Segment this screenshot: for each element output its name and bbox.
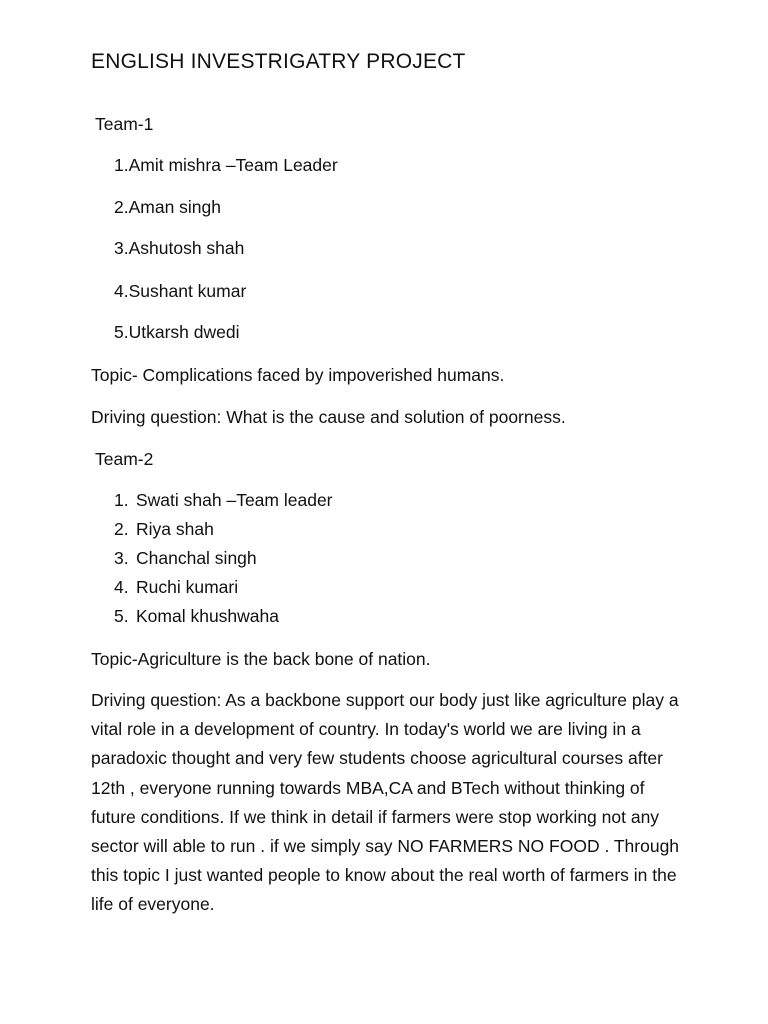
team1-member: 5.Utkarsh dwedi — [114, 322, 240, 342]
team2-member — [114, 605, 333, 634]
list-number: 1. — [114, 490, 129, 510]
team2-member — [114, 576, 333, 605]
member-name: Ruchi kumari — [136, 577, 239, 597]
team2-member — [114, 489, 333, 518]
team1-member: 1.Amit mishra –Team Leader — [114, 155, 338, 175]
document-title: ENGLISH INVESTRIGATRY PROJECT — [91, 50, 466, 73]
team1-member: 2.Aman singh — [114, 197, 222, 217]
team1-member: 3.Ashutosh shah — [114, 238, 245, 258]
member-name: Swati shah –Team leader — [136, 490, 333, 510]
list-number: 2. — [114, 519, 129, 539]
list-number: 5. — [114, 606, 129, 626]
team2-member-list — [114, 489, 333, 634]
team2-topic: Topic-Agriculture is the back bone of nation. — [91, 649, 431, 669]
list-number: 3. — [114, 548, 129, 568]
team2-member — [114, 518, 333, 547]
list-number: 4. — [114, 577, 129, 597]
member-name: Riya shah — [136, 519, 214, 539]
team2-driving-question: Driving question: As a backbone support our body just like agriculture play a vital role in a development of country. In today's world we are living in a paradoxic thought and very few students choose agricultural courses after 12th , everyone running towards MBA,CA and BTech without thinking of future conditions. If we think in detail if farmers were stop working not any sector will able to run . if we simply say NO FARMERS NO FOOD . Through this topic I just wanted people to know about the real worth of farmers in the life of everyone. — [91, 690, 680, 915]
team2-member — [114, 547, 333, 576]
team1-driving-question: Driving question: What is the cause and solution of poorness. — [91, 407, 566, 427]
team1-topic: Topic- Complications faced by impoverished humans. — [91, 365, 505, 385]
team1-heading: Team-1 — [95, 114, 154, 134]
member-name: Chanchal singh — [136, 548, 257, 568]
team1-member: 4.Sushant kumar — [114, 281, 247, 301]
member-name: Komal khushwaha — [136, 606, 279, 626]
team2-heading: Team-2 — [95, 449, 154, 469]
